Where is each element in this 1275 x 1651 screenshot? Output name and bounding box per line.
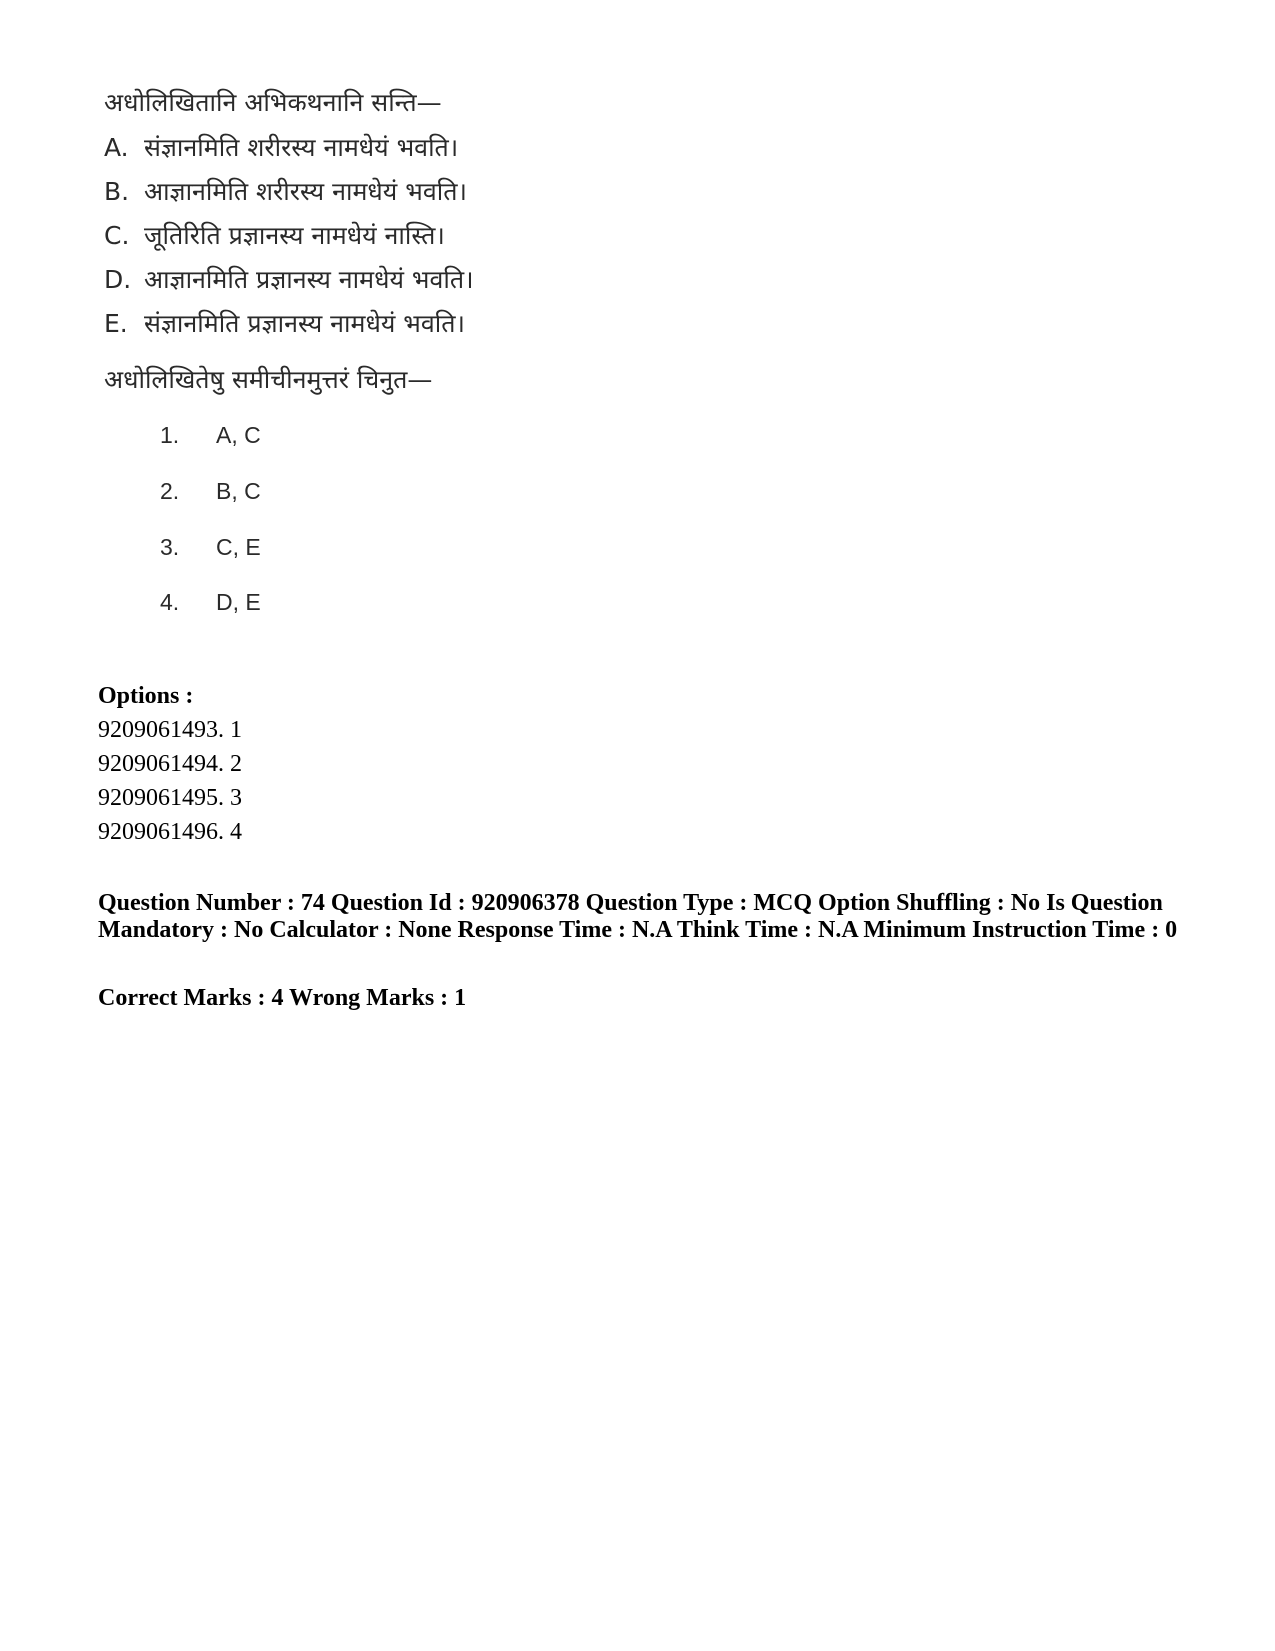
choice-text: B, C	[216, 478, 261, 504]
statement-b	[104, 179, 467, 204]
choice-number: 2.	[160, 478, 180, 504]
question-metadata: Question Number : 74 Question Id : 920906378 Question Type : MCQ Option Shuffling : No Is Question Mandatory : No Calculator : None Response Time : N.A Think Time : N.A Minimum Instruction Time : 0	[98, 890, 1178, 943]
statement-e	[104, 311, 465, 336]
statement-c	[104, 223, 445, 248]
answer-choice-1	[160, 424, 261, 447]
options-heading: Options :	[98, 683, 194, 709]
choice-text: D, E	[216, 589, 261, 615]
option-item: 9209061494. 2	[98, 751, 242, 777]
statement-letter: C.	[104, 221, 130, 250]
choose-prompt: अधोलिखितेषु समीचीनमुत्तरं चिनुत—	[104, 365, 433, 394]
statements-intro: अधोलिखितानि अभिकथनानि सन्ति—	[104, 88, 442, 117]
marks-line: Correct Marks : 4 Wrong Marks : 1	[98, 985, 467, 1011]
answer-choice-3	[160, 536, 261, 559]
statement-text: संज्ञानमिति प्रज्ञानस्य नामधेयं भवति।	[144, 309, 465, 338]
choice-text: A, C	[216, 422, 261, 448]
answer-choice-2	[160, 480, 261, 503]
statement-letter: A.	[104, 133, 129, 162]
statement-text: जूतिरिति प्रज्ञानस्य नामधेयं नास्ति।	[144, 221, 445, 250]
statement-text: आज्ञानमिति प्रज्ञानस्य नामधेयं भवति।	[144, 265, 474, 294]
option-item: 9209061495. 3	[98, 785, 242, 811]
statement-d	[104, 267, 474, 292]
answer-choice-4	[160, 591, 261, 614]
statement-text: आज्ञानमिति शरीरस्य नामधेयं भवति।	[144, 177, 467, 206]
statement-a	[104, 135, 458, 160]
option-item: 9209061496. 4	[98, 819, 242, 845]
choice-number: 4.	[160, 589, 180, 615]
statement-letter: E.	[104, 309, 128, 338]
choice-number: 3.	[160, 534, 180, 560]
statement-letter: B.	[104, 177, 130, 206]
option-item: 9209061493. 1	[98, 717, 242, 743]
choice-number: 1.	[160, 422, 180, 448]
choice-text: C, E	[216, 534, 261, 560]
question-image	[96, 82, 496, 642]
statement-letter: D.	[104, 265, 132, 294]
statement-text: संज्ञानमिति शरीरस्य नामधेयं भवति।	[144, 133, 459, 162]
